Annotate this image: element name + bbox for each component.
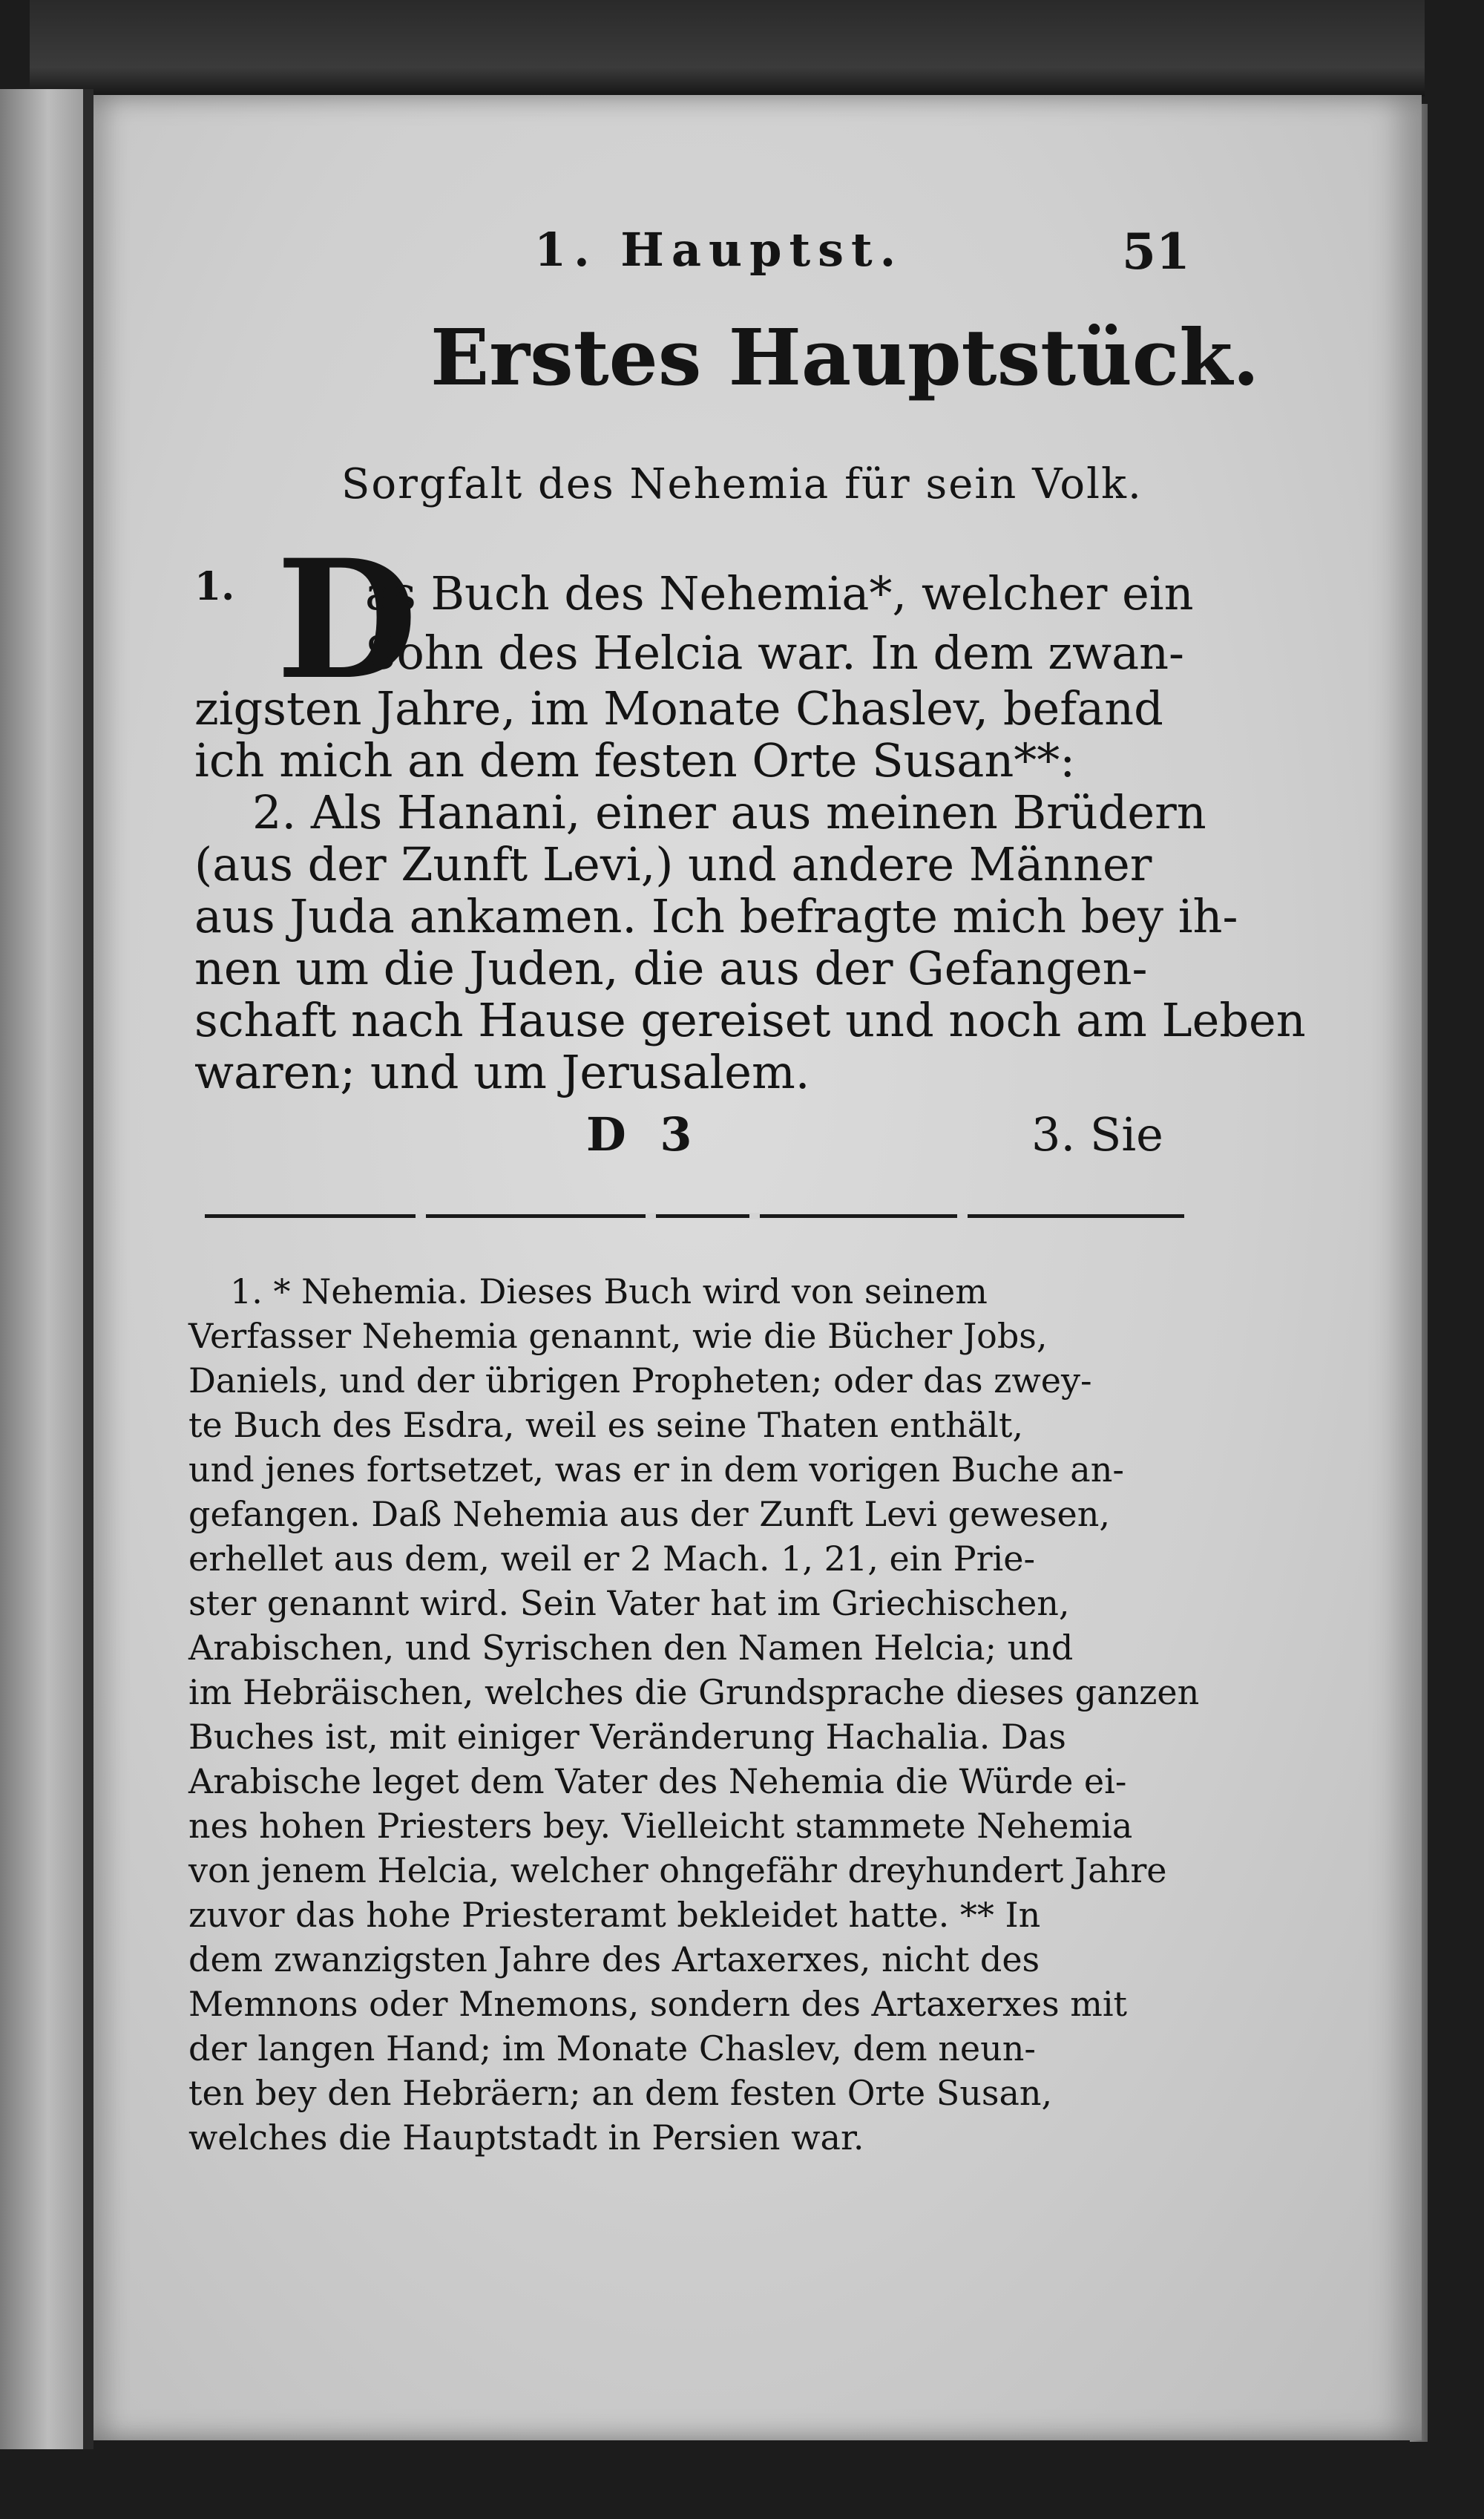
footnote-line: Memnons oder Mnemons, sondern des Artaxerxes mit bbox=[188, 1984, 1128, 2024]
book-spine-top bbox=[30, 0, 1425, 96]
footnote-line: im Hebräischen, welches die Grundsprache dieses ganzen bbox=[188, 1672, 1200, 1712]
footnote-line: dem zwanzigsten Jahre des Artaxerxes, nicht des bbox=[188, 1939, 1040, 1979]
rule-gap bbox=[646, 1213, 656, 1219]
footnote-line: ten bey den Hebräern; an dem festen Orte Susan, bbox=[188, 2073, 1053, 2113]
body-line: Sohn des Helcia war. In dem zwan- bbox=[365, 626, 1184, 680]
body-line: waren; und um Jerusalem. bbox=[194, 1045, 810, 1099]
body-line: nen um die Juden, die aus der Gefangen- bbox=[194, 941, 1148, 995]
footnote-line: 1. * Nehemia. Dieses Buch wird von seinem bbox=[230, 1271, 988, 1311]
left-page-edge bbox=[0, 89, 88, 2449]
footnote-line: ster genannt wird. Sein Vater hat im Griechischen, bbox=[188, 1583, 1070, 1623]
footnote-line: Buches ist, mit einiger Veränderung Hachalia. Das bbox=[188, 1717, 1066, 1757]
rule-gap bbox=[749, 1213, 760, 1219]
footnote-line: Verfasser Nehemia genannt, wie die Bücher Jobs, bbox=[188, 1316, 1048, 1356]
footnote-line: te Buch des Esdra, weil es seine Thaten enthält, bbox=[188, 1405, 1023, 1445]
signature-mark: D 3 bbox=[586, 1107, 701, 1162]
drop-cap: D bbox=[276, 523, 418, 715]
footnote-line: von jenem Helcia, welcher ohngefähr dreyhundert Jahre bbox=[188, 1850, 1167, 1890]
body-line: 2. Als Hanani, einer aus meinen Brüdern bbox=[252, 785, 1206, 839]
footnote-line: Daniels, und der übrigen Propheten; oder das zwey- bbox=[188, 1360, 1092, 1401]
footnote-line: nes hohen Priesters bey. Vielleicht stammete Nehemia bbox=[188, 1806, 1133, 1846]
gutter bbox=[83, 89, 93, 2449]
body-line: (aus der Zunft Levi,) und andere Männer bbox=[194, 837, 1152, 891]
body-line: aus Juda ankamen. Ich befragte mich bey ih- bbox=[194, 889, 1238, 943]
page-number: 51 bbox=[1122, 223, 1190, 281]
footnote-line: welches die Hauptstadt in Persien war. bbox=[188, 2117, 864, 2158]
footnote-line: Arabische leget dem Vater des Nehemia die Würde ei- bbox=[188, 1761, 1127, 1801]
body-line: ich mich an dem festen Orte Susan**: bbox=[194, 733, 1076, 787]
body-line: as Buch des Nehemia*, welcher ein bbox=[365, 566, 1194, 620]
running-head: 1. Hauptst. bbox=[534, 223, 904, 277]
body-line: schaft nach Hause gereiset und noch am Leben bbox=[194, 993, 1306, 1047]
chapter-title: Erstes Hauptstück. bbox=[430, 312, 1260, 403]
body-line: zigsten Jahre, im Monate Chaslev, befand bbox=[194, 681, 1163, 736]
footnote-line: der langen Hand; im Monate Chaslev, dem neun- bbox=[188, 2028, 1036, 2068]
footnote-line: und jenes fortsetzet, was er in dem vorigen Buche an- bbox=[188, 1450, 1124, 1490]
rule-gap bbox=[957, 1213, 968, 1219]
footnote-rule bbox=[205, 1214, 1184, 1218]
chapter-subtitle: Sorgfalt des Nehemia für sein Volk. bbox=[341, 460, 1143, 508]
rule-gap bbox=[416, 1213, 426, 1219]
verse-number: 1. bbox=[194, 564, 235, 609]
footnote-line: erhellet aus dem, weil er 2 Mach. 1, 21, ein Prie- bbox=[188, 1539, 1036, 1579]
footnote-line: gefangen. Daß Nehemia aus der Zunft Levi gewesen, bbox=[188, 1494, 1110, 1534]
footnote-line: zuvor das hohe Priesteramt bekleidet hatte. ** In bbox=[188, 1895, 1041, 1935]
catchword: 3. Sie bbox=[1031, 1107, 1163, 1162]
footnote-line: Arabischen, und Syrischen den Namen Helcia; und bbox=[188, 1628, 1074, 1668]
